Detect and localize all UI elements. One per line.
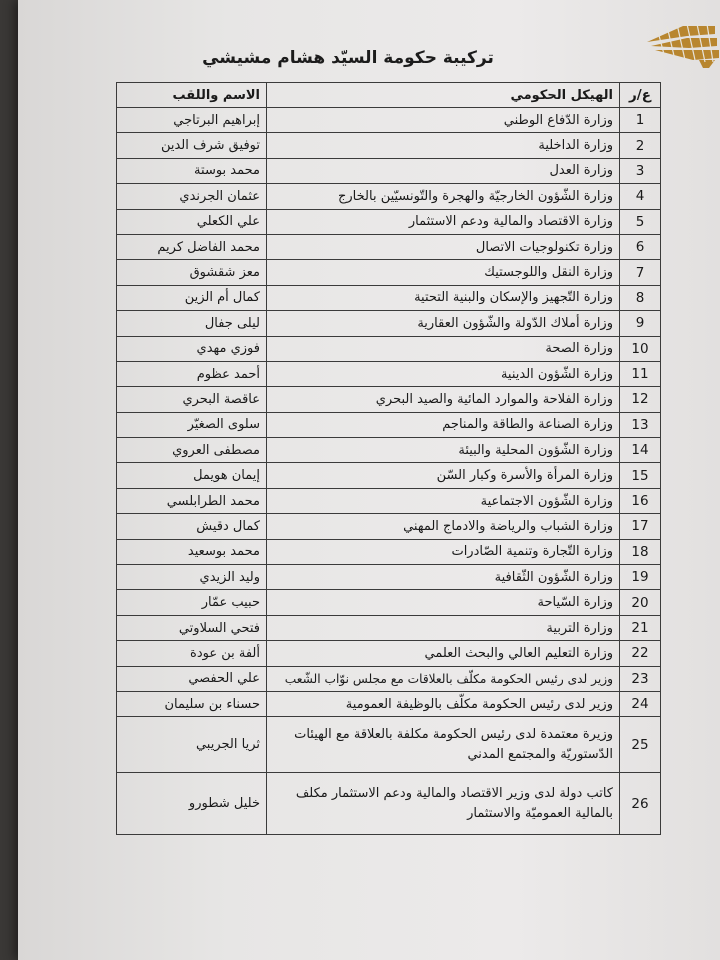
row-name: محمد الفاضل كريم xyxy=(117,234,267,259)
table-row xyxy=(117,209,661,234)
table-row xyxy=(117,108,661,133)
row-number: 18 xyxy=(620,539,661,564)
row-name: حسناء بن سليمان xyxy=(117,691,267,716)
row-ministry: وزارة الشباب والرياضة والادماج المهني xyxy=(267,514,620,539)
table-row xyxy=(117,488,661,513)
row-name: كمال أم الزين xyxy=(117,285,267,310)
row-name: معز شقشوق xyxy=(117,260,267,285)
table-row xyxy=(117,514,661,539)
row-name: محمد بوسعيد xyxy=(117,539,267,564)
row-ministry: وزارة الصحة xyxy=(267,336,620,361)
row-number: 24 xyxy=(620,691,661,716)
row-name: محمد بوستة xyxy=(117,158,267,183)
row-ministry: وزارة الفلاحة والموارد المائية والصيد البحري xyxy=(267,387,620,412)
header-ministry: الهيكل الحكومي xyxy=(267,83,620,108)
table-row xyxy=(117,590,661,615)
row-number: 10 xyxy=(620,336,661,361)
row-name: فوزي مهدي xyxy=(117,336,267,361)
row-number: 21 xyxy=(620,615,661,640)
row-ministry: وزارة الشّؤون الثّقافية xyxy=(267,565,620,590)
row-name: ألفة بن عودة xyxy=(117,641,267,666)
row-ministry: وزارة الشّؤون الاجتماعية xyxy=(267,488,620,513)
row-number: 19 xyxy=(620,565,661,590)
table-row xyxy=(117,641,661,666)
row-ministry: وزارة العدل xyxy=(267,158,620,183)
row-name: أحمد عظوم xyxy=(117,361,267,386)
table-row xyxy=(117,565,661,590)
row-number: 14 xyxy=(620,438,661,463)
table-row xyxy=(117,234,661,259)
header-number: ع/ر xyxy=(620,83,661,108)
row-ministry: وزارة الشّؤون الدينية xyxy=(267,361,620,386)
table-row xyxy=(117,361,661,386)
row-number: 11 xyxy=(620,361,661,386)
table-row xyxy=(117,387,661,412)
row-number: 17 xyxy=(620,514,661,539)
row-number: 3 xyxy=(620,158,661,183)
row-number: 4 xyxy=(620,184,661,209)
row-name: خليل شطورو xyxy=(117,773,267,835)
table-row xyxy=(117,773,661,835)
row-number: 13 xyxy=(620,412,661,437)
row-ministry: وزارة الاقتصاد والمالية ودعم الاستثمار xyxy=(267,209,620,234)
document-title: تركيبة حكومة السيّد هشام مشيشي xyxy=(202,48,494,68)
government-composition-table xyxy=(116,82,661,835)
row-number: 26 xyxy=(620,773,661,835)
table-header-row xyxy=(117,83,661,108)
table-row xyxy=(117,615,661,640)
row-name: محمد الطرابلسي xyxy=(117,488,267,513)
row-ministry: وزارة المرأة والأسرة وكبار السّن xyxy=(267,463,620,488)
row-name: علي الحفصي xyxy=(117,666,267,691)
table-row xyxy=(117,133,661,158)
row-name: وليد الزيدي xyxy=(117,565,267,590)
row-ministry: وزارة التّجارة وتنمية الصّادرات xyxy=(267,539,620,564)
row-ministry: وزارة تكنولوجيات الاتصال xyxy=(267,234,620,259)
row-name: إيمان هويمل xyxy=(117,463,267,488)
row-number: 1 xyxy=(620,108,661,133)
table-row xyxy=(117,717,661,773)
row-name: عثمان الجرندي xyxy=(117,184,267,209)
row-number: 22 xyxy=(620,641,661,666)
table-row xyxy=(117,691,661,716)
government-logo-icon xyxy=(643,20,720,68)
row-number: 2 xyxy=(620,133,661,158)
row-name: حبيب عمّار xyxy=(117,590,267,615)
row-number: 16 xyxy=(620,488,661,513)
table-row xyxy=(117,412,661,437)
row-name: كمال دقيش xyxy=(117,514,267,539)
table-row xyxy=(117,184,661,209)
row-ministry: وزارة التّجهيز والإسكان والبنية التحتية xyxy=(267,285,620,310)
row-name: ثريا الجريبي xyxy=(117,717,267,773)
table-row xyxy=(117,438,661,463)
row-ministry: وزارة الدّفاع الوطني xyxy=(267,108,620,133)
row-number: 15 xyxy=(620,463,661,488)
row-ministry: وزارة الداخلية xyxy=(267,133,620,158)
table-row xyxy=(117,285,661,310)
row-number: 8 xyxy=(620,285,661,310)
row-ministry: كاتب دولة لدى وزير الاقتصاد والمالية ودعم الاستثمار مكلف بالمالية العموميّة والاستثمار xyxy=(267,773,620,835)
table-row xyxy=(117,336,661,361)
header-name: الاسم واللقب xyxy=(117,83,267,108)
row-name: ليلى جفال xyxy=(117,311,267,336)
row-number: 23 xyxy=(620,666,661,691)
row-ministry: وزارة الشّؤون الخارجيّة والهجرة والتّونسيّين بالخارج xyxy=(267,184,620,209)
row-name: إبراهيم البرتاجي xyxy=(117,108,267,133)
table-row xyxy=(117,463,661,488)
row-number: 12 xyxy=(620,387,661,412)
row-name: مصطفى العروي xyxy=(117,438,267,463)
row-name: فتحي السلاوتي xyxy=(117,615,267,640)
row-number: 20 xyxy=(620,590,661,615)
row-ministry: وزارة الشّؤون المحلية والبيئة xyxy=(267,438,620,463)
row-ministry: وزيرة معتمدة لدى رئيس الحكومة مكلفة بالعلاقة مع الهيئات الدّستوريّة والمجتمع المدني xyxy=(267,717,620,773)
row-name: سلوى الصغيّر xyxy=(117,412,267,437)
row-ministry: وزارة التعليم العالي والبحث العلمي xyxy=(267,641,620,666)
row-name: عاقصة البحري xyxy=(117,387,267,412)
row-ministry: وزارة أملاك الدّولة والشّؤون العقارية xyxy=(267,311,620,336)
row-number: 6 xyxy=(620,234,661,259)
row-number: 5 xyxy=(620,209,661,234)
table-row xyxy=(117,666,661,691)
row-ministry: وزارة النقل واللوجستيك xyxy=(267,260,620,285)
row-number: 9 xyxy=(620,311,661,336)
row-number: 25 xyxy=(620,717,661,773)
row-ministry: وزير لدى رئيس الحكومة مكلّف بالعلاقات مع مجلس نوّاب الشّعب xyxy=(267,666,620,691)
row-ministry: وزارة التربية xyxy=(267,615,620,640)
table-row xyxy=(117,311,661,336)
row-ministry: وزير لدى رئيس الحكومة مكلّف بالوظيفة العمومية xyxy=(267,691,620,716)
row-number: 7 xyxy=(620,260,661,285)
table-row xyxy=(117,539,661,564)
row-name: توفيق شرف الدين xyxy=(117,133,267,158)
table-row xyxy=(117,158,661,183)
row-ministry: وزارة السّياحة xyxy=(267,590,620,615)
row-ministry: وزارة الصناعة والطاقة والمناجم xyxy=(267,412,620,437)
row-name: علي الكعلي xyxy=(117,209,267,234)
table-row xyxy=(117,260,661,285)
